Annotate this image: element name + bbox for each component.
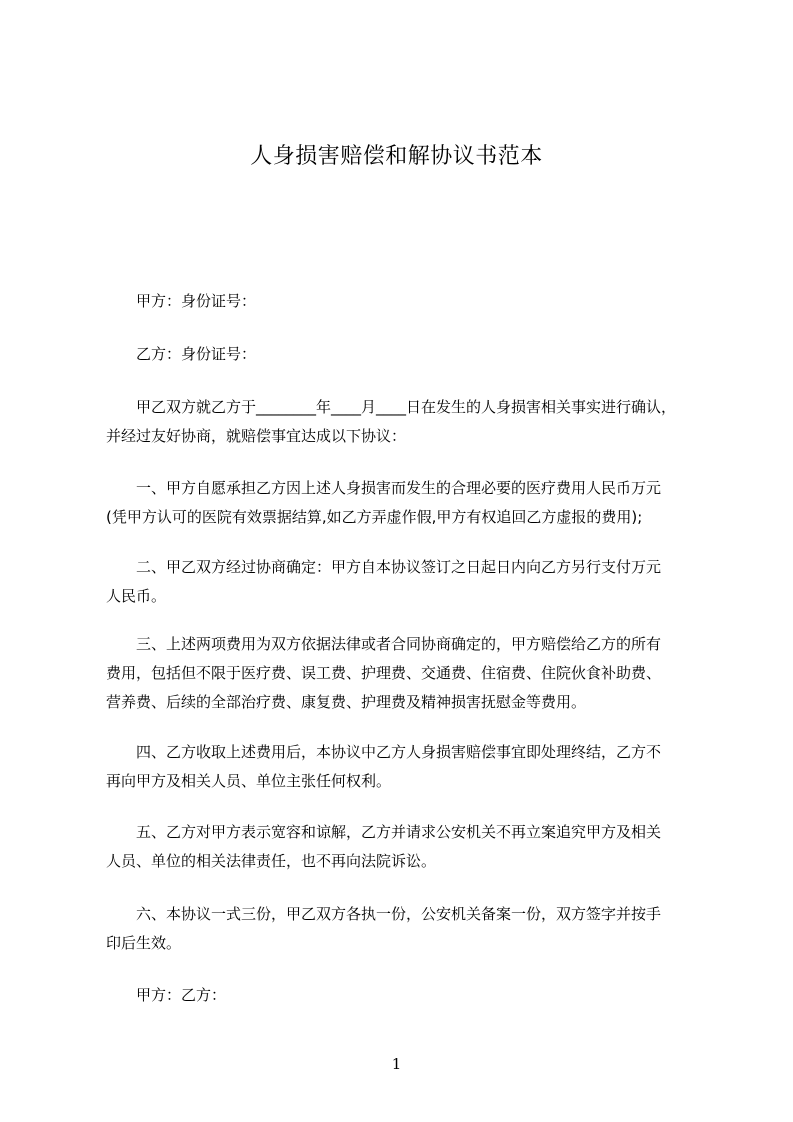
clause-5-line-1: 五、乙方对甲方表示宽容和谅解，乙方并请求公安机关不再立案追究甲方及相关 <box>136 823 662 841</box>
clause-6-line-1: 六、本协议一式三份，甲乙双方各执一份，公安机关备案一份，双方签字并按手 <box>136 905 662 923</box>
clause-6 <box>106 900 706 958</box>
clause-5-line-2: 人员、单位的相关法律责任，也不再向法院诉讼。 <box>106 852 437 870</box>
clause-2-line-2: 人民币。 <box>106 587 167 605</box>
clause-1-line-2: (凭甲方认可的医院有效票据结算,如乙方弄虚作假,甲方有权追回乙方虚报的费用); <box>106 508 643 526</box>
document-title: 人身损害赔偿和解协议书范本 <box>250 144 543 169</box>
clause-3-line-2: 费用，包括但不限于医疗费、误工费、护理费、交通费、住宿费、住院伙食补助费、 <box>106 664 662 682</box>
clause-3-line-1: 三、上述两项费用为双方依据法律或者合同协商确定的，甲方赔偿给乙方的所有 <box>136 635 662 653</box>
clause-1-line-1: 一、甲方自愿承担乙方因上述人身损害而发生的合理必要的医疗费用人民币万元 <box>136 479 662 497</box>
party-a-text: 甲方：身份证号： <box>136 292 257 310</box>
signature-text: 甲方：乙方： <box>136 986 227 1004</box>
clause-3-line-3: 营养费、后续的全部治疗费、康复费、护理费及精神损害抚慰金等费用。 <box>106 693 587 711</box>
clause-3 <box>106 630 706 717</box>
clause-2 <box>106 553 706 611</box>
party-b-text: 乙方：身份证号： <box>136 345 257 363</box>
clause-6-line-2: 印后生效。 <box>106 934 182 952</box>
clause-5 <box>106 818 706 876</box>
intro-line-2: 并经过友好协商，就赔偿事宜达成以下协议： <box>106 427 407 445</box>
clause-4-line-1: 四、乙方收取上述费用后，本协议中乙方人身损害赔偿事宜即处理终结，乙方不 <box>136 743 662 761</box>
party-a-line <box>106 287 706 316</box>
intro-line-1: 甲乙双方就乙方于________年____月____日在发生的人身损害相关事实进行确认， <box>136 398 677 416</box>
signature-line <box>106 981 706 1010</box>
clause-2-line-1: 二、甲乙双方经过协商确定：甲方自本协议签订之日起日内向乙方另行支付万元 <box>136 558 662 576</box>
party-b-line <box>106 340 706 369</box>
clause-4 <box>106 738 706 796</box>
clause-4-line-2: 再向甲方及相关人员、单位主张任何权利。 <box>106 772 392 790</box>
intro-paragraph <box>106 393 706 451</box>
clause-1 <box>106 474 706 532</box>
page-number: 1 <box>391 1055 402 1073</box>
